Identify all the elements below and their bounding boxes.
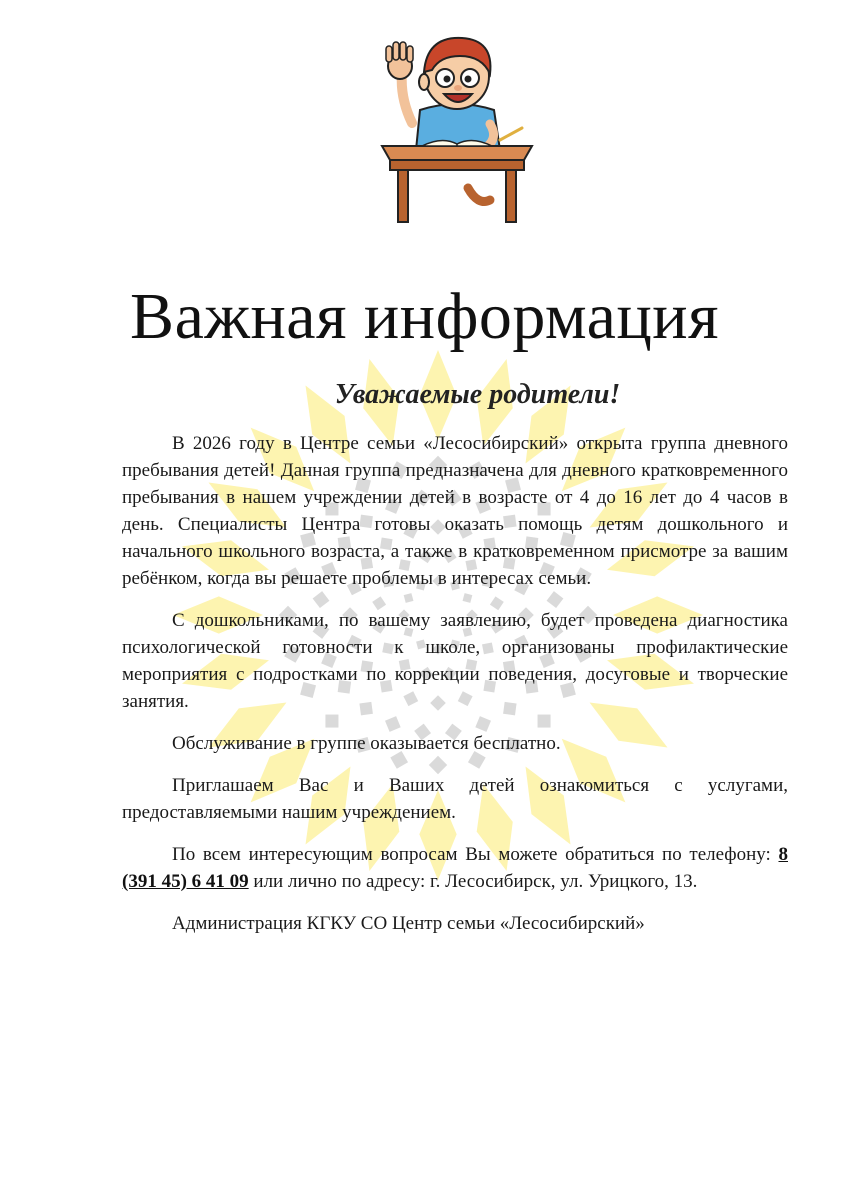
paragraph-activities: С дошкольниками, по вашему заявлению, будет проведена диагностика психологической готовности к школе, организованы профилактические мероприятия с подростками по коррекции поведения, досуговые и творческие занятия. (122, 610, 788, 712)
paragraph-invitation: Приглашаем Вас и Ваших детей ознакомиться с услугами, предоставляемыми нашим учреждением. (122, 775, 788, 823)
paragraph-group-opening: В 2026 году в Центре семьи «Лесосибирский» открыта группа дневного пребывания детей! Данная группа предназначена для дневного кратковременного пребывания в нашем учреждении детей в возрасте от 4 до 16 лет до 4 часов в день. Специалисты Центра готовы оказать помощь детям дошкольного и начального школьного возраста, а также в кратковременном присмотре за вашим ребёнком, когда вы решаете проблемы в интересах семьи. (122, 433, 788, 589)
boy-at-desk-illustration (372, 28, 542, 228)
boy-head (419, 38, 490, 109)
contacts-lead-text: По всем интересующим вопросам Вы можете обратиться по телефону: (172, 844, 771, 865)
contacts-address-text: или лично по адресу: г. Лесосибирск, ул. Урицкого, 13. (248, 871, 698, 892)
paragraph-contacts (122, 841, 788, 895)
page-title: Важная информация (130, 280, 719, 353)
pencil-icon (500, 128, 522, 140)
phone-number[interactable]: 8 (391 45) 6 41 09 (122, 844, 788, 892)
notice-body (122, 430, 788, 952)
signature-line: Администрация КГКУ СО Центр семьи «Лесосибирский» (172, 913, 645, 934)
greeting-heading: Уважаемые родители! (334, 379, 621, 410)
raised-arm (402, 73, 412, 123)
desk (382, 146, 532, 222)
waving-hand (386, 42, 413, 79)
paragraph-free-service: Обслуживание в группе оказывается бесплатно. (172, 733, 561, 754)
